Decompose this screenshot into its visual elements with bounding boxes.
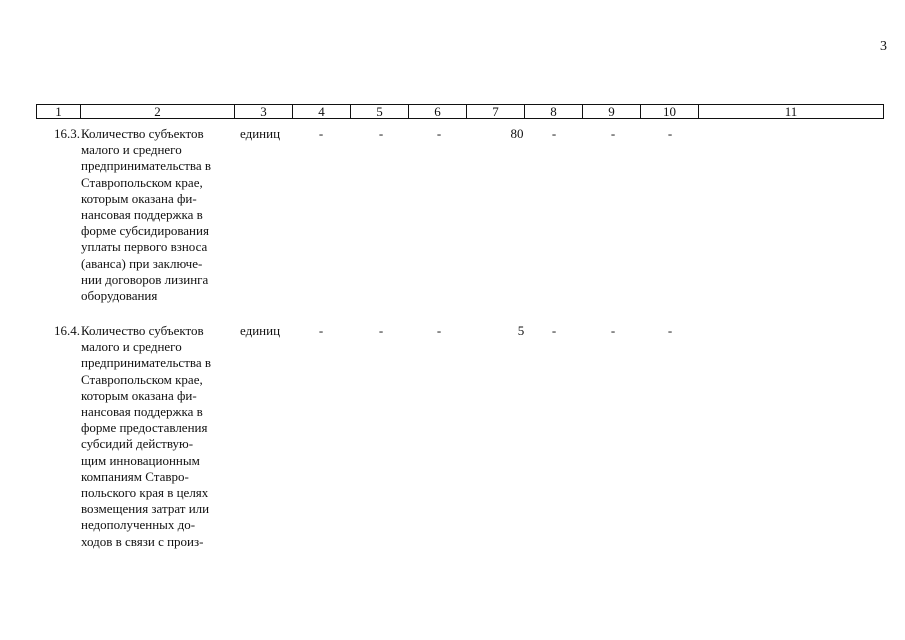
header-col-4: 4 <box>293 105 351 118</box>
header-col-6: 6 <box>409 105 467 118</box>
row-unit: единиц <box>240 323 281 338</box>
description-line: возмещения затрат или <box>81 501 210 517</box>
row-value-col-9: - <box>610 126 616 141</box>
row-number: 16.4. <box>54 323 80 338</box>
header-col-10: 10 <box>641 105 699 118</box>
row-value-col-8: - <box>551 323 557 338</box>
description-line: нии договоров лизинга <box>81 271 209 287</box>
row-value-col-5: - <box>378 126 384 141</box>
description-line: уплаты первого взноса <box>81 239 208 255</box>
header-col-2: 2 <box>81 105 235 118</box>
header-col-7: 7 <box>467 105 525 118</box>
row-value-col-4: - <box>318 323 324 338</box>
description-line: нансовая поддержка в <box>81 207 203 223</box>
row-value-col-4: - <box>318 126 324 141</box>
description-line: Ставропольском крае, <box>81 371 203 387</box>
header-col-11: 11 <box>784 104 798 119</box>
header-col-3: 3 <box>235 105 293 118</box>
description-line: субсидий действую- <box>81 436 194 452</box>
header-col-8: 8 <box>525 105 583 118</box>
description-line: форме субсидирования <box>81 223 209 239</box>
description-line: нансовая поддержка в <box>81 404 203 420</box>
page-number: 3 <box>880 39 887 54</box>
row-value-col-8: - <box>551 126 557 141</box>
description-line: предпринимательства в <box>81 355 212 371</box>
header-col-1: 1 <box>37 105 81 118</box>
description-line: Количество субъектов <box>81 126 204 141</box>
description-line: малого и среднего <box>81 142 182 158</box>
row-number: 16.3. <box>54 126 80 141</box>
description-line: (аванса) при заключе- <box>81 255 203 271</box>
description-line: Ставропольском крае, <box>81 174 203 190</box>
description-line: предпринимательства в <box>81 158 212 174</box>
row-value-col-10: - <box>667 126 673 141</box>
row-value-col-6: - <box>436 126 442 141</box>
description-line: которым оказана фи- <box>81 190 197 206</box>
row-value-col-10: - <box>667 323 673 338</box>
header-col-5: 5 <box>351 105 409 118</box>
row-value-col-6: - <box>436 323 442 338</box>
row-value-col-7: 5 <box>517 323 525 338</box>
description-line: ходов в связи с произ- <box>81 533 204 549</box>
description-line: недополученных до- <box>81 517 196 533</box>
row-unit: единиц <box>240 126 281 141</box>
description-line: которым оказана фи- <box>81 387 197 403</box>
row-description <box>81 323 233 550</box>
table-header <box>36 104 884 119</box>
description-line: малого и среднего <box>81 339 182 355</box>
description-line: Количество субъектов <box>81 323 204 338</box>
description-line: щим инновационным <box>81 452 200 468</box>
row-description <box>81 126 233 304</box>
description-line: оборудования <box>81 288 158 304</box>
row-value-col-9: - <box>610 323 616 338</box>
row-value-col-7: 80 <box>510 126 524 141</box>
row-value-col-5: - <box>378 323 384 338</box>
description-line: форме предоставления <box>81 420 208 436</box>
description-line: компаниям Ставро- <box>81 468 189 484</box>
description-line: польского края в целях <box>81 485 209 501</box>
header-col-9: 9 <box>583 105 641 118</box>
